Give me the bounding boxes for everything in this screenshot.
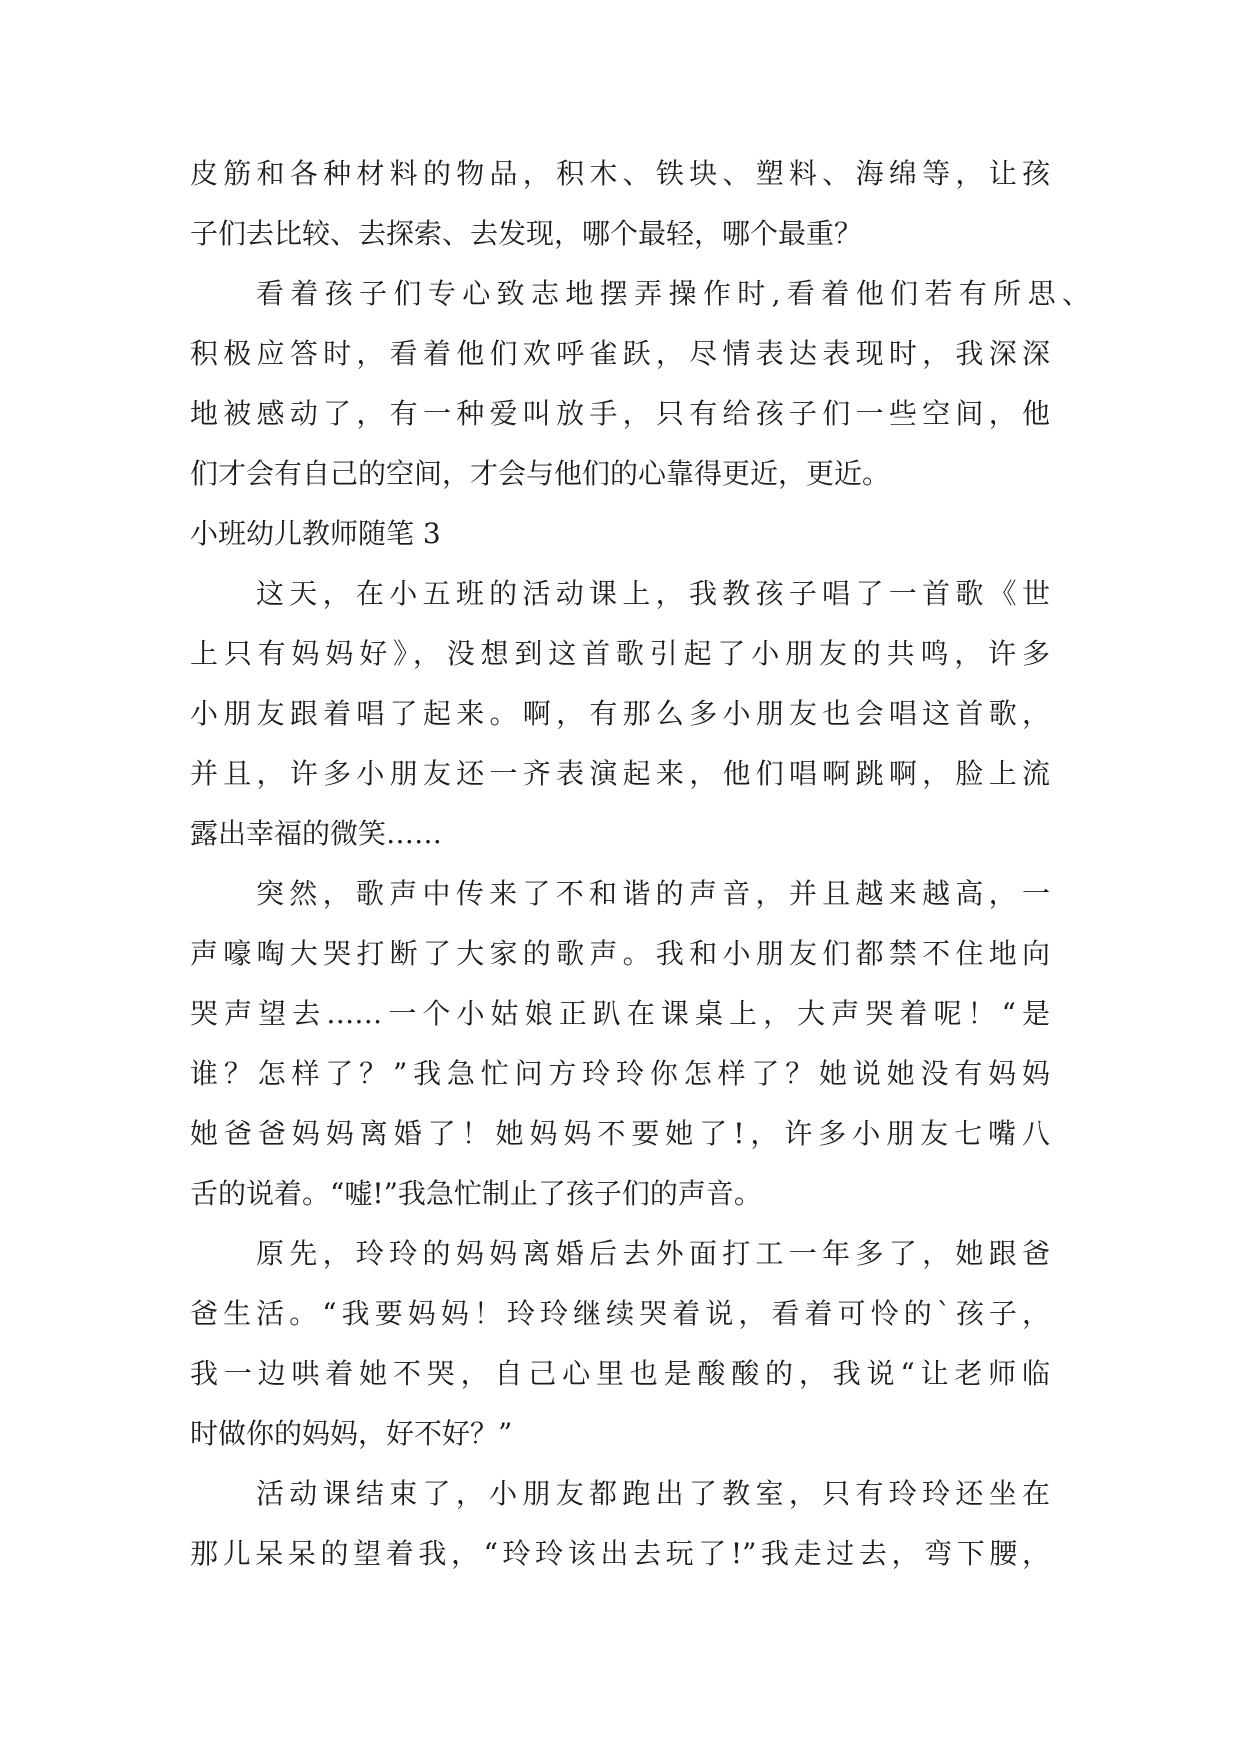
- text-line: 地被感动了，有一种爱叫放手，只有给孩子们一些空间，他: [190, 397, 1050, 430]
- section-heading: 小班幼儿教师随笔 3: [190, 517, 441, 550]
- text-line: 时做你的妈妈，好不好？”: [190, 1417, 513, 1450]
- text-line: 看着孩子们专心致志地摆弄操作时,看着他们若有所思、: [256, 277, 1090, 310]
- text-line: 露出幸福的微笑……: [190, 817, 443, 850]
- text-line: 哭声望去……一个小姑娘正趴在课桌上，大声哭着呢！“是: [190, 997, 1050, 1030]
- text-line: 这天，在小五班的活动课上，我教孩子唱了一首歌《世: [256, 577, 1050, 610]
- text-line: 那儿呆呆的望着我，“玲玲该出去玩了!”我走过去，弯下腰，: [190, 1537, 1050, 1570]
- text-line: 皮筋和各种材料的物品，积木、铁块、塑料、海绵等，让孩: [190, 157, 1050, 190]
- text-line: 子们去比较、去探索、去发现，哪个最轻，哪个最重？: [190, 217, 863, 250]
- text-line: 突然，歌声中传来了不和谐的声音，并且越来越高，一: [256, 877, 1050, 910]
- text-line: 们才会有自己的空间，才会与他们的心靠得更近，更近。: [190, 457, 891, 490]
- text-line: 积极应答时，看着他们欢呼雀跃，尽情表达表现时，我深深: [190, 337, 1050, 370]
- text-line: 谁？怎样了？”我急忙问方玲玲你怎样了？她说她没有妈妈: [190, 1057, 1050, 1090]
- text-line: 并且，许多小朋友还一齐表演起来，他们唱啊跳啊，脸上流: [190, 757, 1050, 790]
- text-line: 活动课结束了，小朋友都跑出了教室，只有玲玲还坐在: [256, 1477, 1050, 1510]
- text-line: 她爸爸妈妈离婚了！她妈妈不要她了!，许多小朋友七嘴八: [190, 1117, 1050, 1150]
- text-line: 舌的说着。“嘘!”我急忙制止了孩子们的声音。: [190, 1177, 762, 1210]
- text-line: 爸生活。“我要妈妈！玲玲继续哭着说，看着可怜的`孩子，: [190, 1297, 1050, 1330]
- text-line: 声嚎啕大哭打断了大家的歌声。我和小朋友们都禁不住地向: [190, 937, 1050, 970]
- text-line: 小朋友跟着唱了起来。啊，有那么多小朋友也会唱这首歌，: [190, 697, 1050, 730]
- text-line: 原先，玲玲的妈妈离婚后去外面打工一年多了，她跟爸: [256, 1237, 1050, 1270]
- text-line: 我一边哄着她不哭，自己心里也是酸酸的，我说“让老师临: [190, 1357, 1050, 1390]
- text-line: 上只有妈妈好》，没想到这首歌引起了小朋友的共鸣，许多: [190, 637, 1050, 670]
